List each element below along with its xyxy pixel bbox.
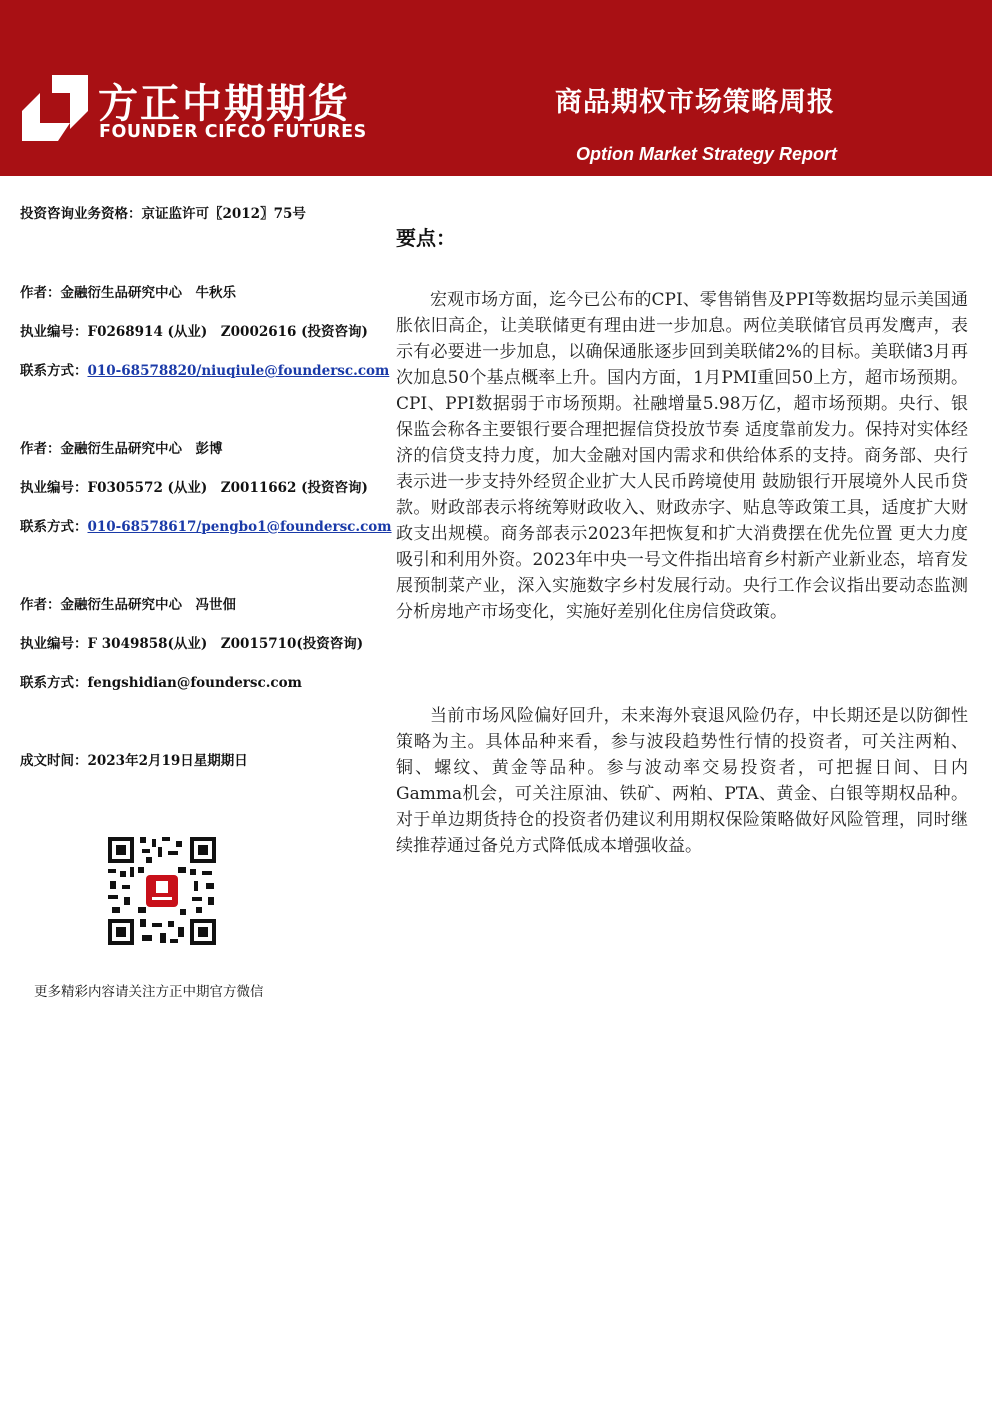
date-line: 成文时间：2023年2月19日星期期日 (20, 753, 248, 769)
author-line: 作者：金融衍生品研究中心 彭博 (20, 441, 223, 457)
qr-caption: 更多精彩内容请关注方正中期官方微信 (34, 984, 264, 1000)
contact-line (20, 362, 389, 380)
key-point-paragraph: 宏观市场方面，迄今已公布的CPI、零售销售及PPI等数据均显示美国通胀依旧高企，让美联储更有理由进一步加息。两位美联储官员再发鹰声，表示有必要进一步加息，以确保通胀逐步回到美联储2%的目标。美联储3月再次加息50个基点概率上升。国内方面，1月PMI重回50上方，超市场预期。CPI、PPI数据弱于市场预期。社融增量5.98万亿，超市场预期。央行、银保监会称各主要银行要合理把握信贷投放节奏 适度靠前发力。保持对实体经济的信贷支持力度，加大金融对国内需求和供给体系的支持。商务部、央行表示进一步支持外经贸企业扩大人民币跨境使用 鼓励银行开展境外人民币贷款。财政部表示将统筹财政收入、财政赤字、贴息等政策工具，适度扩大财政支出规模。商务部表示2023年把恢复和扩大消费摆在优先位置 更大力度吸引和利用外资。2023年中央一号文件指出培育乡村新产业新业态，培育发展预制菜产业，深入实施数字乡村发展行动。央行工作会议指出要动态监测分析房地产市场变化，实施好差别化住房信贷政策。 (396, 290, 968, 622)
author-line: 作者：金融衍生品研究中心 冯世佃 (20, 597, 236, 613)
contact-line (20, 674, 302, 692)
qualification-line: 投资咨询业务资格：京证监许可〖2012〗75号 (20, 206, 306, 222)
logo-chinese-name: 方正中期期货 (98, 81, 350, 127)
license-line: 执业编号：F0305572 (从业) Z0011662 (投资咨询) (20, 480, 368, 496)
license-line: 执业编号：F0268914 (从业) Z0002616 (投资咨询) (20, 324, 368, 340)
contact-link[interactable]: 010-68578617/pengbo1@foundersc.com (87, 519, 392, 535)
author-line: 作者：金融衍生品研究中心 牛秋乐 (20, 285, 236, 301)
logo-english-name: FOUNDER CIFCO FUTURES (99, 122, 367, 142)
founder-logo-icon (22, 75, 88, 141)
key-point-paragraph: 当前市场风险偏好回升，未来海外衰退风险仍存，中长期还是以防御性策略为主。具体品种来看，参与波段趋势性行情的投资者，可关注两粕、铜、螺纹、黄金等品种。参与波动率交易投资者，可把握日间、日内Gamma机会，可关注原油、铁矿、两粕、PTA、黄金、白银等期权品种。对于单边期货持仓的投资者仍建议利用期权保险策略做好风险管理，同时继续推荐通过备兑方式降低成本增强收益。 (396, 706, 968, 856)
contact-label: 联系方式： (20, 519, 88, 535)
contact-label: 联系方式： (20, 363, 88, 379)
key-points-title: 要点： (396, 226, 456, 250)
license-line: 执业编号：F 3049858(从业) Z0015710(投资咨询) (20, 636, 364, 652)
contact-link[interactable]: 010-68578820/niuqiule@foundersc.com (87, 363, 390, 379)
report-title-chinese: 商品期权市场策略周报 (555, 87, 835, 118)
report-title-english: Option Market Strategy Report (576, 144, 838, 164)
contact-line (20, 518, 392, 536)
header-banner (0, 0, 992, 176)
wechat-qr-code-icon[interactable] (106, 835, 218, 947)
contact-email: fengshidian@foundersc.com (87, 675, 302, 691)
contact-label: 联系方式： (20, 675, 88, 691)
